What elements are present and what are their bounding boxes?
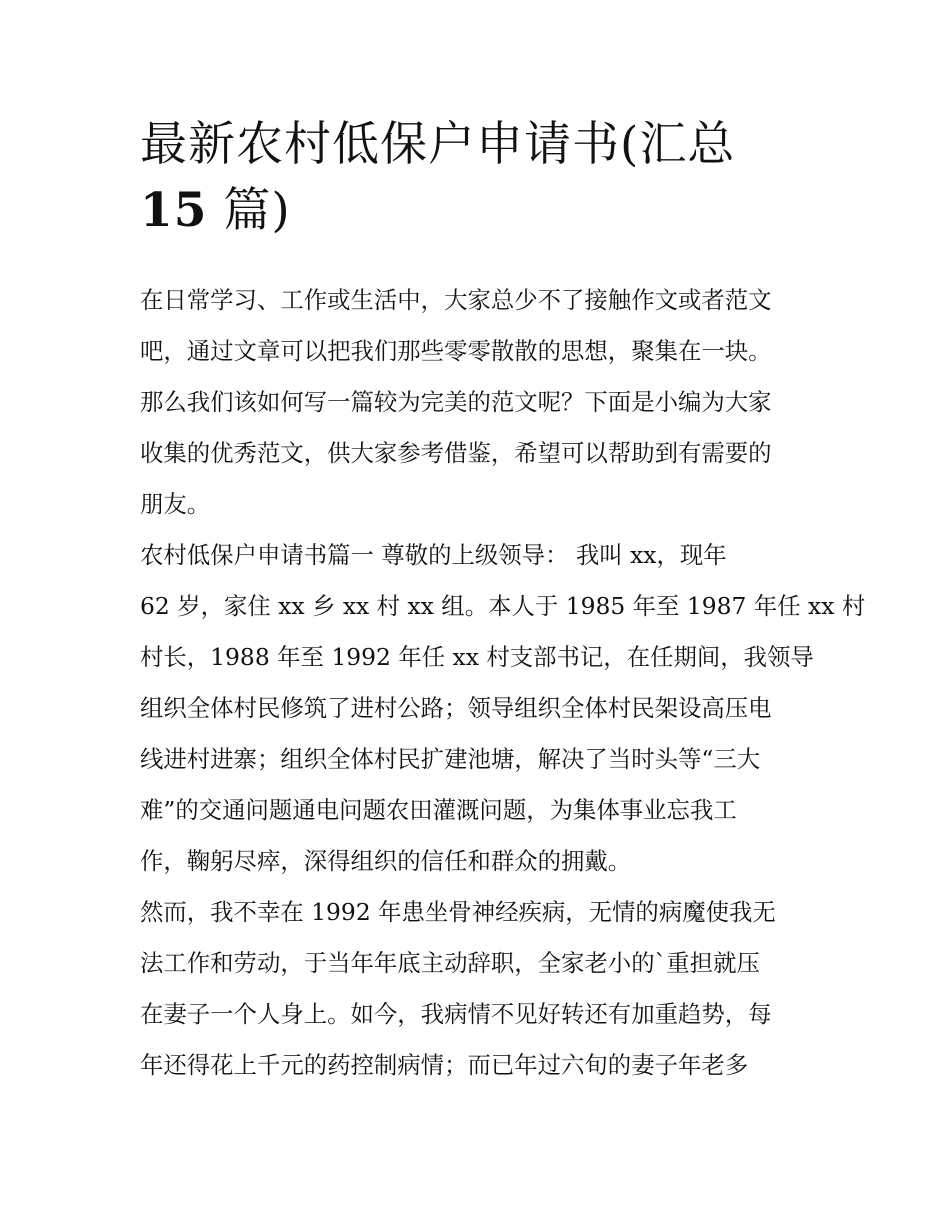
title-line-1: 最新农村低保户申请书(汇总	[140, 117, 736, 172]
body-line-9: 组织全体村民修筑了进村公路；领导组织全体村民架设高压电	[140, 694, 772, 722]
document-title	[140, 112, 820, 244]
body-line-6: 农村低保户申请书篇一 尊敬的上级领导： 我叫 xx，现年	[140, 541, 727, 569]
body-line-15: 在妻子一个人身上。如今，我病情不见好转还有加重趋势，每	[140, 1000, 772, 1028]
title-number: 15	[140, 183, 208, 238]
body-line-13: 然而，我不幸在 1992 年患坐骨神经疾病，无情的病魔使我无	[140, 898, 776, 926]
body-line-5: 朋友。	[140, 490, 211, 518]
body-line-7: 62 岁，家住 xx 乡 xx 村 xx 组。本人于 1985 年至 1987 年任 xx 村	[140, 592, 866, 620]
body-line-2: 吧，通过文章可以把我们那些零零散散的思想，聚集在一块。	[140, 337, 772, 365]
body-line-8: 村长，1988 年至 1992 年任 xx 村支部书记，在任期间，我领导	[140, 643, 814, 671]
body-line-12: 作，鞠躬尽瘁，深得组织的信任和群众的拥戴。	[140, 847, 632, 875]
body-line-16: 年还得花上千元的药控制病情；而已年过六旬的妻子年老多	[140, 1051, 749, 1079]
title-line-2: 篇)	[207, 183, 291, 238]
body-line-4: 收集的优秀范文，供大家参考借鉴，希望可以帮助到有需要的	[140, 439, 772, 467]
body-line-1: 在日常学习、工作或生活中，大家总少不了接触作文或者范文	[140, 286, 772, 314]
document-body	[140, 275, 866, 1091]
body-line-3: 那么我们该如何写一篇较为完美的范文呢？下面是小编为大家	[140, 388, 772, 416]
body-line-10: 线进村进寨；组织全体村民扩建池塘，解决了当时头等“三大	[140, 745, 761, 773]
body-line-14: 法工作和劳动，于当年年底主动辞职，全家老小的`重担就压	[140, 949, 760, 977]
body-line-11: 难”的交通问题通电问题农田灌溉问题，为集体事业忘我工	[140, 796, 737, 824]
